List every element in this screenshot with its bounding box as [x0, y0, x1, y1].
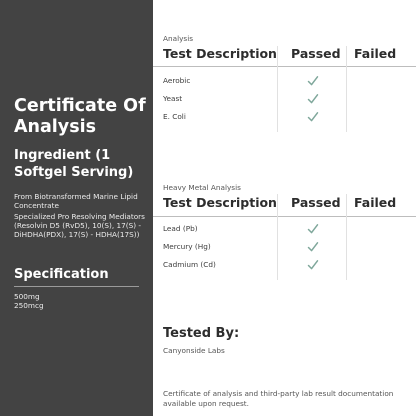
ingredient-source: From Biotransformed Marine Lipid Concentrate: [14, 192, 138, 210]
analysis-row-label: E. Coli: [163, 112, 186, 121]
heavy-metal-header-failed: Failed: [354, 195, 397, 210]
analysis-header-passed: Passed: [291, 46, 341, 61]
check-icon: [306, 74, 320, 88]
check-icon: [306, 258, 320, 272]
check-icon: [306, 92, 320, 106]
specification-value-2: 250mcg: [14, 300, 44, 310]
analysis-table-header: [153, 43, 416, 65]
ingredient-title: Ingredient (1 Softgel Serving): [14, 148, 134, 180]
heavy-metal-row: [153, 240, 416, 254]
heavy-metal-header-passed: Passed: [291, 195, 341, 210]
analysis-header-divider: [153, 66, 416, 67]
specification-title: Specification: [14, 267, 109, 282]
analysis-row: [153, 92, 416, 106]
heavy-metal-row: [153, 258, 416, 272]
footer-note: Certificate of analysis and third-party lab result documentation available upon request.: [163, 389, 394, 408]
right-panel: [153, 0, 416, 416]
heavy-metal-row-label: Lead (Pb): [163, 224, 198, 233]
analysis-row-label: Yeast: [163, 94, 183, 103]
heavy-metal-header-description: Test Description: [163, 195, 277, 210]
tested-by-title: Tested By:: [163, 326, 240, 341]
analysis-row: [153, 74, 416, 88]
specification-divider: [14, 286, 139, 287]
check-icon: [306, 240, 320, 254]
analysis-header-description: Test Description: [163, 46, 277, 61]
analysis-header-failed: Failed: [354, 46, 397, 61]
heavy-metal-row: [153, 222, 416, 236]
heavy-metal-row-label: Mercury (Hg): [163, 242, 211, 251]
ingredient-mediators: Specialized Pro Resolving Mediators (Resolvin D5 (RvD5), 10(S), 17(S) - DiHDHA(PDX), 17(S) - HDHA(17S)): [14, 212, 145, 239]
specification-values: [14, 293, 149, 311]
specification-value-1: 500mg: [14, 292, 40, 301]
check-icon: [306, 110, 320, 124]
analysis-row: [153, 110, 416, 124]
tested-by-lab: Canyonside Labs: [163, 346, 225, 355]
left-panel: [0, 0, 153, 416]
analysis-section-label: Analysis: [163, 34, 194, 43]
heavy-metal-row-label: Cadmium (Cd): [163, 260, 216, 269]
check-icon: [306, 222, 320, 236]
heavy-metal-table-header: [153, 192, 416, 214]
analysis-row-label: Aerobic: [163, 76, 191, 85]
heavy-metal-header-divider: [153, 216, 416, 217]
certificate-title: Certificate Of Analysis: [14, 96, 146, 137]
heavy-metal-section-label: Heavy Metal Analysis: [163, 183, 241, 192]
